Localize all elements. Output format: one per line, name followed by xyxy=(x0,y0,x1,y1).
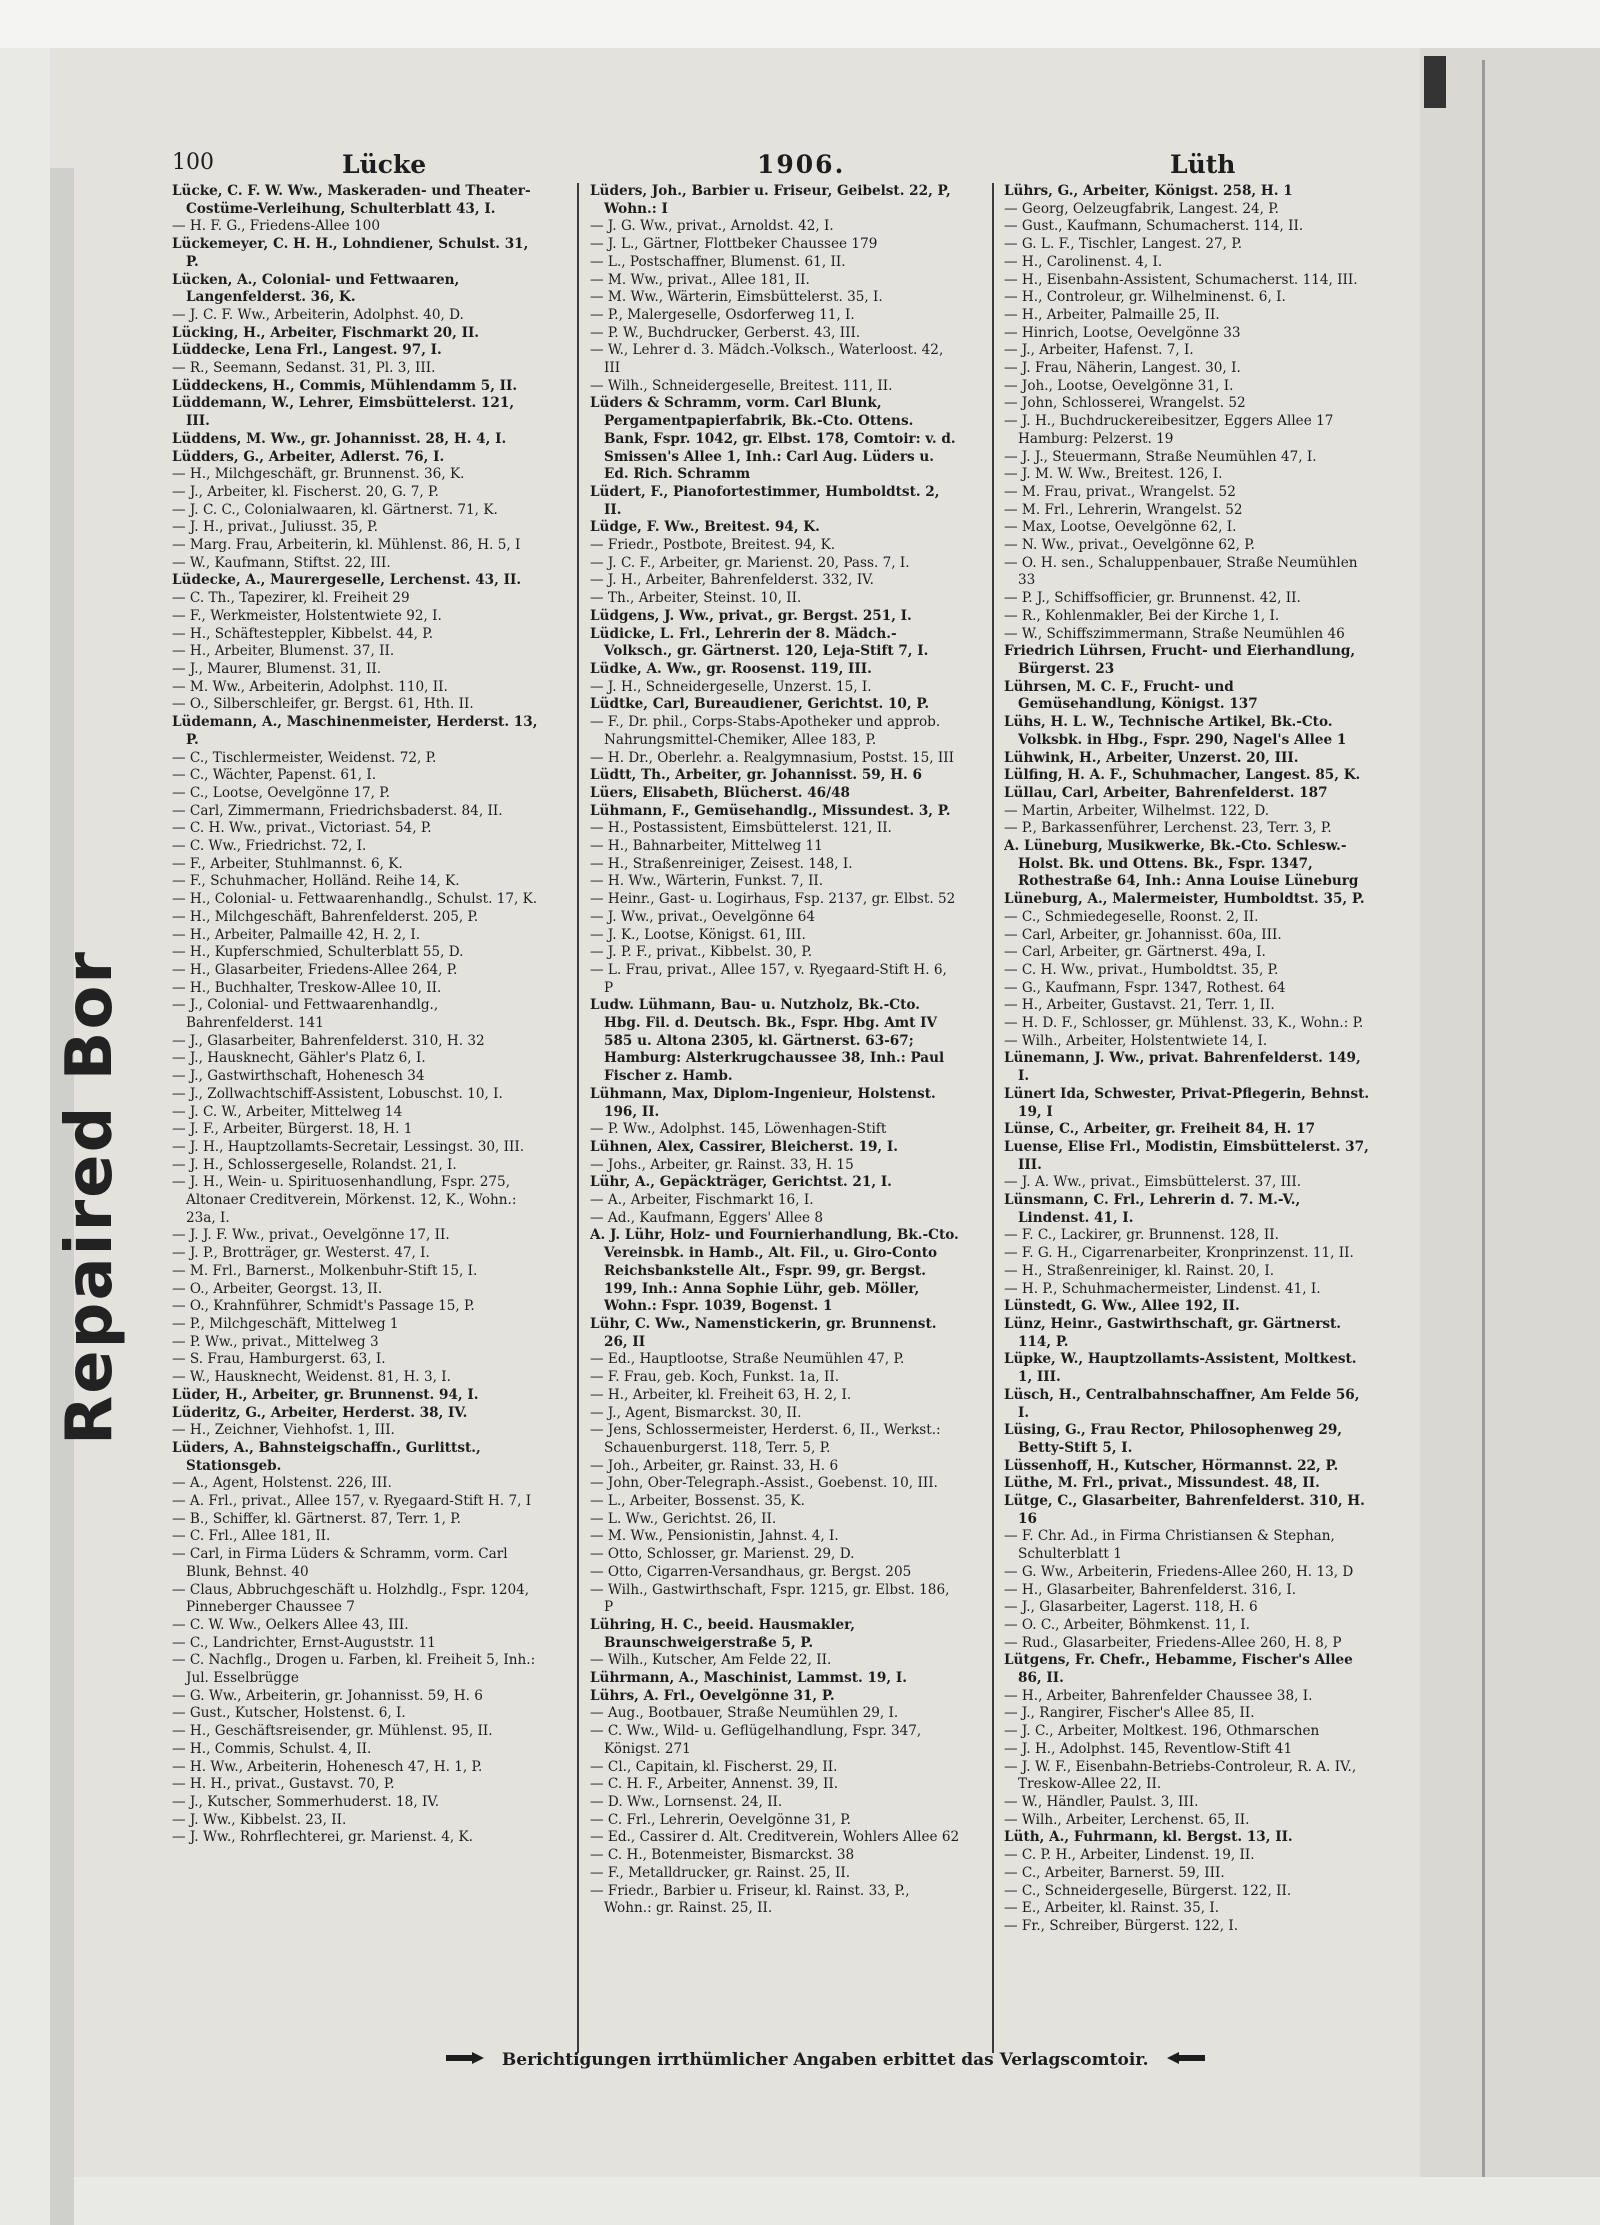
directory-entry: Lühring, H. C., beeid. Hausmakler, Braunschweigerstraße 5, P. xyxy=(590,1616,856,1651)
directory-entry: — C. Ww., Wild- u. Geflügelhandlung, Fspr. 347, Königst. 271 xyxy=(590,1723,922,1757)
directory-entry: — O. H. sen., Schaluppenbauer, Straße Neumühlen 33 xyxy=(1004,554,1358,589)
directory-entry: — Ed., Cassirer d. Alt. Creditverein, Wohlers Allee 62 xyxy=(590,1829,960,1846)
page-footer xyxy=(436,2050,1236,2080)
directory-entry: — M. Ww., privat., Allee 181, II. xyxy=(590,271,810,288)
directory-entry: — Otto, Cigarren-Versandhaus, gr. Bergst. 205 xyxy=(590,1563,912,1580)
directory-entry: Lüdtt, Th., Arbeiter, gr. Johannisst. 59, H. 6 xyxy=(590,767,922,784)
directory-entry: Lüdke, A. Ww., gr. Roosenst. 119, III. xyxy=(590,660,872,677)
directory-entry: — Friedr., Postbote, Breitest. 94, K. xyxy=(590,537,836,554)
directory-entry: — H., Colonial- u. Fettwaarenhandlg., Schulst. 17, K. xyxy=(172,891,538,908)
directory-entry: Lüdgens, J. Ww., privat., gr. Bergst. 251, I. xyxy=(590,607,912,624)
directory-entry: — Joh., Arbeiter, gr. Rainst. 33, H. 6 xyxy=(590,1457,839,1474)
directory-entry: Lünz, Heinr., Gastwirthschaft, gr. Gärtnerst. 114, P. xyxy=(1004,1316,1342,1350)
directory-entry: — H. Ww., Arbeiterin, Hohenesch 47, H. 1, P. xyxy=(172,1758,483,1775)
directory-entry: — F., Metalldrucker, gr. Rainst. 25, II. xyxy=(590,1864,851,1881)
directory-entry: — H., Arbeiter, Palmaille 25, II. xyxy=(1004,306,1220,323)
directory-entry: — C. Ww., Friedrichst. 72, I. xyxy=(172,838,367,855)
directory-entry: — H., Arbeiter, Gustavst. 21, Terr. 1, II. xyxy=(1004,997,1275,1014)
directory-entry: — C. H. F., Arbeiter, Annenst. 39, II. xyxy=(590,1776,839,1793)
directory-entry: — H., Arbeiter, Bahrenfelder Chaussee 38, I. xyxy=(1004,1687,1313,1704)
directory-entry: — H., Kupferschmied, Schulterblatt 55, D. xyxy=(172,944,464,961)
pointing-hand-icon xyxy=(1163,2050,1207,2071)
directory-entry: — J., Zollwachtschiff-Assistent, Lobuschst. 10, I. xyxy=(172,1085,503,1102)
directory-entry: — J., Maurer, Blumenst. 31, II. xyxy=(172,660,382,677)
directory-entry: — J. C. F., Arbeiter, gr. Marienst. 20, Pass. 7, I. xyxy=(590,554,910,571)
directory-entry: Lührs, G., Arbeiter, Königst. 258, H. 1 xyxy=(1004,183,1293,199)
directory-entry: — Georg, Oelzeugfabrik, Langest. 24, P. xyxy=(1004,200,1279,217)
directory-entry: — C. Frl., Lehrerin, Oevelgönne 31, P. xyxy=(590,1811,852,1828)
directory-entry: — Claus, Abbruchgeschäft u. Holzhdlg., Fspr. 1204, Pinneberger Chaussee 7 xyxy=(172,1581,530,1616)
directory-entry: — F. Frau, geb. Koch, Funkst. 1a, II. xyxy=(590,1369,840,1386)
directory-entry: — H. Ww., Wärterin, Funkst. 7, II. xyxy=(590,873,824,890)
directory-entry: — H., Glasarbeiter, Bahrenfelderst. 316, I. xyxy=(1004,1581,1297,1598)
directory-entry: — J. C. F. Ww., Arbeiterin, Adolphst. 40, D. xyxy=(172,306,464,323)
directory-entry: — M. Frl., Barnerst., Molkenbuhr-Stift 15, I. xyxy=(172,1262,478,1279)
directory-entry: — Gust., Kaufmann, Schumacherst. 114, II. xyxy=(1004,218,1304,235)
directory-entry: — H., Schäftesteppler, Kibbelst. 44, P. xyxy=(172,625,434,642)
directory-entry: — Wilh., Arbeiter, Lerchenst. 65, II. xyxy=(1004,1811,1250,1828)
directory-entry: — F., Werkmeister, Holstentwiete 92, I. xyxy=(172,607,442,624)
directory-entry: Luense, Elise Frl., Modistin, Eimsbüttelerst. 37, III. xyxy=(1004,1138,1369,1173)
directory-entry: — Ad., Kaufmann, Eggers' Allee 8 xyxy=(590,1209,824,1226)
directory-entry: Lüdemann, A., Maschinenmeister, Herderst. 13, P. xyxy=(172,714,538,748)
directory-entry: — H., Geschäftsreisender, gr. Mühlenst. 95, II. xyxy=(172,1723,493,1740)
page-header xyxy=(172,150,1236,182)
directory-entry: — H., Straßenreiniger, Zeisest. 148, I. xyxy=(590,855,853,872)
directory-entry: — Johs., Arbeiter, gr. Rainst. 33, H. 15 xyxy=(590,1156,854,1173)
directory-entry: — M. Frl., Lehrerin, Wrangelst. 52 xyxy=(1004,501,1243,518)
directory-entry: — J. W. F., Eisenbahn-Betriebs-Controleur, R. A. IV., Treskow-Allee 22, II. xyxy=(1004,1758,1357,1793)
directory-entry: — L., Arbeiter, Bossenst. 35, K. xyxy=(590,1493,805,1510)
directory-entry: — J. Frau, Näherin, Langest. 30, I. xyxy=(1004,360,1241,377)
directory-entry: — J. H., Wein- u. Spirituosenhandlung, Fspr. 275, Altonaer Creditverein, Mörkenst. 12, K., Wohn.: 23a, I. xyxy=(172,1174,517,1226)
directory-entry: Lühmann, Max, Diplom-Ingenieur, Holstenst. 196, II. xyxy=(590,1085,936,1120)
directory-entry: Lüddemann, W., Lehrer, Eimsbüttelerst. 121, III. xyxy=(172,395,515,430)
directory-entry: — C., Landrichter, Ernst-Auguststr. 11 xyxy=(172,1634,436,1651)
directory-entry: — P. Ww., Adolphst. 145, Löwenhagen-Stift xyxy=(590,1121,887,1138)
directory-entry: — Cl., Capitain, kl. Fischerst. 29, II. xyxy=(590,1758,838,1775)
directory-entry: — C. H. Ww., privat., Victoriast. 54, P. xyxy=(172,820,432,837)
directory-entry: — F., Dr. phil., Corps-Stabs-Apotheker und approb. Nahrungsmittel-Chemiker, Allee 183, P. xyxy=(590,714,941,748)
directory-entry: — G. L. F., Tischler, Langest. 27, P. xyxy=(1004,236,1243,253)
directory-entry: — F. C., Lackirer, gr. Brunnenst. 128, II. xyxy=(1004,1227,1279,1244)
directory-entry: — O. C., Arbeiter, Böhmkenst. 11, I. xyxy=(1004,1616,1250,1633)
directory-entry: — R., Kohlenmakler, Bei der Kirche 1, I. xyxy=(1004,607,1280,624)
adjacent-page-edge xyxy=(1420,48,1600,2177)
directory-entry: Lülfing, H. A. F., Schuhmacher, Langest. 85, K. xyxy=(1004,767,1361,784)
footer-notice: Berichtigungen irrthümlicher Angaben erbittet das Verlagscomtoir. xyxy=(501,2050,1149,2070)
directory-entry: — N. Ww., privat., Oevelgönne 62, P. xyxy=(1004,537,1255,554)
directory-entry: — C. W. Ww., Oelkers Allee 43, III. xyxy=(172,1616,409,1633)
directory-entry: — O., Krahnführer, Schmidt's Passage 15, P. xyxy=(172,1298,475,1315)
directory-entry: — Jens, Schlossermeister, Herderst. 6, II., Werkst.: Schauenburgerst. 118, Terr. 5, P. xyxy=(590,1422,941,1456)
page-fold-line xyxy=(1482,60,1485,2177)
directory-entry: — H. Dr., Oberlehr. a. Realgymnasium, Postst. 15, III xyxy=(590,749,955,766)
directory-entry: Lüdtke, Carl, Bureaudiener, Gerichtst. 10, P. xyxy=(590,696,930,713)
directory-entry: — W., Kaufmann, Stiftst. 22, III. xyxy=(172,554,391,571)
directory-entry: Lüpke, W., Hauptzollamts-Assistent, Moltkest. 1, III. xyxy=(1004,1351,1357,1386)
directory-entry: — Hinrich, Lootse, Oevelgönne 33 xyxy=(1004,324,1241,341)
directory-entry: Lüdders, G., Arbeiter, Adlerst. 76, I. xyxy=(172,448,445,465)
directory-entry: Friedrich Lührsen, Frucht- und Eierhandlung, Bürgerst. 23 xyxy=(1004,643,1356,677)
directory-entry: — L. Frau, privat., Allee 157, v. Ryegaard-Stift H. 6, P xyxy=(590,961,947,996)
directory-entry: — H. D. F., Schlosser, gr. Mühlenst. 33, K., Wohn.: P. xyxy=(1004,1015,1364,1032)
directory-entry: Lüddens, M. Ww., gr. Johannisst. 28, H. 4, I. xyxy=(172,430,507,447)
directory-entry: Lührsen, M. C. F., Frucht- und Gemüsehandlung, Königst. 137 xyxy=(1004,678,1258,713)
directory-entry: — Wilh., Kutscher, Am Felde 22, II. xyxy=(590,1652,832,1669)
column-1 xyxy=(172,183,542,2053)
directory-entry: Lüsch, H., Centralbahnschaffner, Am Felde 56, I. xyxy=(1004,1386,1360,1421)
directory-entry: — Fr., Schreiber, Bürgerst. 122, I. xyxy=(1004,1917,1239,1934)
column-2 xyxy=(590,183,960,2053)
directory-entry: Lühs, H. L. W., Technische Artikel, Bk.-Cto. Volksbk. in Hbg., Fspr. 290, Nagel's Allee 1 xyxy=(1004,714,1347,748)
directory-entry: A. Lüneburg, Musikwerke, Bk.-Cto. Schlesw.-Holst. Bk. und Ottens. Bk., Fspr. 1347, Rothestraße 64, Inh.: Anna Louise Lüneburg xyxy=(1004,838,1359,890)
directory-entry: Lüneburg, A., Malermeister, Humboldtst. 35, P. xyxy=(1004,891,1365,908)
directory-entry: — W., Händler, Paulst. 3, III. xyxy=(1004,1793,1199,1810)
directory-entry: — G. Ww., Arbeiterin, gr. Johannisst. 59, H. 6 xyxy=(172,1687,483,1704)
directory-entry: — J. H., Arbeiter, Bahrenfelderst. 332, IV. xyxy=(590,572,874,589)
directory-entry: Lüdicke, L. Frl., Lehrerin der 8. Mädch.-Volksch., gr. Gärtnerst. 120, Leja-Stift 7, I. xyxy=(590,625,929,660)
directory-entry: — F. G. H., Cigarrenarbeiter, Kronprinzenst. 11, II. xyxy=(1004,1245,1354,1262)
directory-entry: — J. H., Buchdruckereibesitzer, Eggers Allee 17 Hamburg: Pelzerst. 19 xyxy=(1004,413,1334,447)
directory-entry: — J. H., Hauptzollamts-Secretair, Lessingst. 30, III. xyxy=(172,1138,525,1155)
directory-entry: — John, Ober-Telegraph.-Assist., Goebenst. 10, III. xyxy=(590,1475,938,1492)
directory-entry: — C., Arbeiter, Barnerst. 59, III. xyxy=(1004,1864,1225,1881)
directory-entry: Lüsing, G., Frau Rector, Philosophenweg 29, Betty-Stift 5, I. xyxy=(1004,1422,1343,1456)
running-head-left: Lücke xyxy=(342,150,427,179)
directory-entry: — A., Agent, Holstenst. 226, III. xyxy=(172,1475,392,1492)
directory-entry: Lütgens, Fr. Chefr., Hebamme, Fischer's Allee 86, II. xyxy=(1004,1652,1353,1687)
directory-entry: Lüssenhoff, H., Kutscher, Hörmannst. 22, P. xyxy=(1004,1457,1339,1474)
directory-entry: — G. Ww., Arbeiterin, Friedens-Allee 260, H. 13, D xyxy=(1004,1563,1354,1580)
directory-entry: Lückemeyer, C. H. H., Lohndiener, Schulst. 31, P. xyxy=(172,236,529,270)
directory-entry: — Friedr., Barbier u. Friseur, kl. Rainst. 33, P., Wohn.: gr. Rainst. 25, II. xyxy=(590,1882,910,1917)
directory-entry: Lüdge, F. Ww., Breitest. 94, K. xyxy=(590,519,820,536)
directory-entry: — P., Barkassenführer, Lerchenst. 23, Terr. 3, P. xyxy=(1004,820,1332,837)
directory-entry: — Heinr., Gast- u. Logirhaus, Fsp. 2137, gr. Elbst. 52 xyxy=(590,891,956,908)
directory-entry: — H., Arbeiter, Blumenst. 37, II. xyxy=(172,643,395,660)
directory-entry: — H. H., privat., Gustavst. 70, P. xyxy=(172,1776,395,1793)
directory-entry: Lüdert, F., Pianofortestimmer, Humboldtst. 2, II. xyxy=(590,483,940,518)
directory-entry: — H., Arbeiter, kl. Freiheit 63, H. 2, I. xyxy=(590,1386,852,1403)
directory-entry: — J., Arbeiter, Hafenst. 7, I. xyxy=(1004,342,1194,359)
directory-entry: — Gust., Kutscher, Holstenst. 6, I. xyxy=(172,1705,406,1722)
directory-entry: — J., Colonial- und Fettwaarenhandlg., Bahrenfelderst. 141 xyxy=(172,997,439,1032)
directory-entry: Lünert Ida, Schwester, Privat-Pflegerin, Behnst. 19, I xyxy=(1004,1085,1370,1120)
directory-entry: — C. Nachflg., Drogen u. Farben, kl. Freiheit 5, Inh.: Jul. Esselbrügge xyxy=(172,1652,536,1687)
directory-entry: — C., Schneidergeselle, Bürgerst. 122, II. xyxy=(1004,1882,1292,1899)
directory-entry: — Carl, Zimmermann, Friedrichsbaderst. 84, II. xyxy=(172,802,503,819)
directory-entry: — H. F. G., Friedens-Allee 100 xyxy=(172,218,380,235)
directory-entry: — H., Zeichner, Viehhofst. 1, III. xyxy=(172,1422,395,1439)
directory-entry: — C. P. H., Arbeiter, Lindenst. 19, II. xyxy=(1004,1847,1255,1864)
directory-entry: — C., Tischlermeister, Weidenst. 72, P. xyxy=(172,749,437,766)
directory-entry: — H., Milchgeschäft, gr. Brunnenst. 36, K. xyxy=(172,466,465,483)
directory-entry: Lüder, H., Arbeiter, gr. Brunnenst. 94, I. xyxy=(172,1386,479,1403)
directory-entry: Lünstedt, G. Ww., Allee 192, II. xyxy=(1004,1298,1240,1315)
directory-entry: — C., Lootse, Oevelgönne 17, P. xyxy=(172,784,390,801)
directory-entry: — C. Th., Tapezirer, kl. Freiheit 29 xyxy=(172,590,410,607)
directory-entry: — Wilh., Arbeiter, Holstentwiete 14, I. xyxy=(1004,1032,1268,1049)
directory-entry: — H., Carolinenst. 4, I. xyxy=(1004,253,1163,270)
corner-mark xyxy=(1424,56,1446,108)
directory-entry: — J. K., Lootse, Königst. 61, III. xyxy=(590,926,806,943)
directory-entry: — F., Schuhmacher, Holländ. Reihe 14, K. xyxy=(172,873,460,890)
directory-entry: — F. Chr. Ad., in Firma Christiansen & Stephan, Schulterblatt 1 xyxy=(1004,1528,1335,1563)
directory-entry: — P. J., Schiffsofficier, gr. Brunnenst. 42, II. xyxy=(1004,590,1301,607)
directory-entry: — C. H., Botenmeister, Bismarckst. 38 xyxy=(590,1847,855,1864)
directory-entry: — L. Ww., Gerichtst. 26, II. xyxy=(590,1510,777,1527)
directory-entry: — H., Arbeiter, Palmaille 42, H. 2, I. xyxy=(172,926,421,943)
directory-entry: Lücke, C. F. W. Ww., Maskeraden- und Theater-Costüme-Verleihung, Schulterblatt 43, I. xyxy=(172,183,531,217)
directory-entry: — Aug., Bootbauer, Straße Neumühlen 29, I. xyxy=(590,1705,899,1722)
directory-entry: — Martin, Arbeiter, Wilhelmst. 122, D. xyxy=(1004,802,1270,819)
directory-entry: — J. J. F. Ww., privat., Oevelgönne 17, II. xyxy=(172,1227,450,1244)
page-number: 100 xyxy=(172,150,214,175)
directory-entry: — J., Rangirer, Fischer's Allee 85, II. xyxy=(1004,1705,1255,1722)
directory-entry: — H., Buchhalter, Treskow-Allee 10, II. xyxy=(172,979,442,996)
directory-entry: — A. Frl., privat., Allee 157, v. Ryegaard-Stift H. 7, I xyxy=(172,1493,532,1510)
directory-entry: Ludw. Lühmann, Bau- u. Nutzholz, Bk.-Cto. Hbg. Fil. d. Deutsch. Bk., Fspr. Hbg. Amt IV 585 u. Altona 2305, kl. Gärtnerst. 63-67; Hamburg: Alsterkrugchaussee 38, Inh.: Paul Fischer z. Hamb. xyxy=(590,997,945,1085)
directory-entry: — C., Wächter, Papenst. 61, I. xyxy=(172,767,377,784)
directory-entry: Lührs, A. Frl., Oevelgönne 31, P. xyxy=(590,1687,835,1704)
directory-entry: Lünse, C., Arbeiter, gr. Freiheit 84, H. 17 xyxy=(1004,1121,1316,1138)
directory-entry: — J., Kutscher, Sommerhuderst. 18, IV. xyxy=(172,1793,440,1810)
directory-entry: — M. Frau, privat., Wrangelst. 52 xyxy=(1004,483,1236,500)
directory-entry: — W., Schiffszimmermann, Straße Neumühlen 46 xyxy=(1004,625,1345,642)
directory-entry: — Otto, Schlosser, gr. Marienst. 29, D. xyxy=(590,1546,855,1563)
directory-entry: — H., Eisenbahn-Assistent, Schumacherst. 114, III. xyxy=(1004,271,1358,288)
directory-entry: — H., Milchgeschäft, Bahrenfelderst. 205, P. xyxy=(172,908,479,925)
directory-entry: — J. C. W., Arbeiter, Mittelweg 14 xyxy=(172,1103,403,1120)
column-3 xyxy=(1004,183,1374,2053)
directory-entry: Lüthe, M. Frl., privat., Missundest. 48, II. xyxy=(1004,1475,1320,1492)
directory-entry: — Marg. Frau, Arbeiterin, kl. Mühlenst. 86, H. 5, I xyxy=(172,537,521,554)
directory-entry: — J., Agent, Bismarckst. 30, II. xyxy=(590,1404,802,1421)
directory-entry: — J., Hausknecht, Gähler's Platz 6, I. xyxy=(172,1050,426,1067)
directory-entry: Lüdecke, A., Maurergeselle, Lerchenst. 43, II. xyxy=(172,572,522,589)
directory-entry: Lütge, C., Glasarbeiter, Bahrenfelderst. 310, H. 16 xyxy=(1004,1493,1365,1527)
directory-entry: — H., Straßenreiniger, kl. Rainst. 20, I. xyxy=(1004,1262,1275,1279)
directory-entry: — M. Ww., Pensionistin, Jahnst. 4, I. xyxy=(590,1528,839,1545)
directory-entry: — B., Schiffer, kl. Gärtnerst. 87, Terr. 1, P. xyxy=(172,1510,461,1527)
directory-entry: — J. P., Brotträger, gr. Westerst. 47, I. xyxy=(172,1245,430,1262)
directory-entry: A. J. Lühr, Holz- und Fournierhandlung, Bk.-Cto. Vereinsbk. in Hamb., Alt. Fil., u. Giro-Conto Reichsbankstelle Alt., Fspr. 99, gr. Bergst. 199, Inh.: Anna Sophie Lühr, geb. Möller, Wohn.: Fspr. 1039, Bogenst. 1 xyxy=(590,1227,959,1315)
directory-entry: — L., Postschaffner, Blumenst. 61, II. xyxy=(590,253,846,270)
scan-background-top xyxy=(0,0,1600,48)
directory-entry: Lüddeckens, H., Commis, Mühlendamm 5, II. xyxy=(172,377,518,394)
directory-entry: — Carl, in Firma Lüders & Schramm, vorm. Carl Blunk, Behnst. 40 xyxy=(172,1546,508,1580)
column-rule xyxy=(992,183,994,2053)
spine-label: Repaired Bor xyxy=(53,950,127,1445)
directory-entry: — J. A. Ww., privat., Eimsbüttelerst. 37, III. xyxy=(1004,1174,1302,1191)
directory-entry: — D. Ww., Lornsenst. 24, II. xyxy=(590,1793,783,1810)
directory-entry: — J. M. W. Ww., Breitest. 126, I. xyxy=(1004,466,1223,483)
directory-entry: — H., Glasarbeiter, Friedens-Allee 264, P. xyxy=(172,961,458,978)
directory-entry: — J. Ww., privat., Oevelgönne 64 xyxy=(590,908,815,925)
directory-entry: — J. C. C., Colonialwaaren, kl. Gärtnerst. 71, K. xyxy=(172,501,498,518)
directory-entry: — H. P., Schuhmachermeister, Lindenst. 41, I. xyxy=(1004,1280,1321,1297)
directory-entry: Lünsmann, C. Frl., Lehrerin d. 7. M.-V., Lindenst. 41, I. xyxy=(1004,1192,1301,1226)
directory-entry: — O., Arbeiter, Georgst. 13, II. xyxy=(172,1280,383,1297)
directory-entry: — J., Arbeiter, kl. Fischerst. 20, G. 7, P. xyxy=(172,483,439,500)
directory-entry: — O., Silberschleifer, gr. Bergst. 61, Hth. II. xyxy=(172,696,474,713)
directory-entry: — M. Ww., Wärterin, Eimsbüttelerst. 35, I. xyxy=(590,289,883,306)
directory-entry: — P. Ww., privat., Mittelweg 3 xyxy=(172,1333,379,1350)
directory-entry: Lühr, A., Gepäckträger, Gerichtst. 21, I. xyxy=(590,1174,892,1191)
directory-entry: — J. H., Schneidergeselle, Unzerst. 15, I. xyxy=(590,678,872,695)
directory-entry: — Carl, Arbeiter, gr. Gärtnerst. 49a, I. xyxy=(1004,944,1266,961)
directory-entry: — P., Milchgeschäft, Mittelweg 1 xyxy=(172,1316,399,1332)
directory-entry: — Wilh., Schneidergeselle, Breitest. 111, II. xyxy=(590,377,893,394)
directory-entry: — H., Commis, Schulst. 4, II. xyxy=(172,1740,372,1757)
directory-entry: — J. L., Gärtner, Flottbeker Chaussee 179 xyxy=(590,236,878,253)
directory-entry: — J., Glasarbeiter, Bahrenfelderst. 310, H. 32 xyxy=(172,1032,485,1049)
directory-entry: — J., Gastwirthschaft, Hohenesch 34 xyxy=(172,1068,425,1085)
directory-entry: — H., Postassistent, Eimsbüttelerst. 121, II. xyxy=(590,820,892,837)
directory-columns xyxy=(172,183,1370,2053)
directory-entry: — C. H. Ww., privat., Humboldtst. 35, P. xyxy=(1004,961,1279,978)
directory-entry: — J. Ww., Kibbelst. 23, II. xyxy=(172,1811,347,1828)
directory-entry: — J. J., Steuermann, Straße Neumühlen 47, I. xyxy=(1004,448,1317,465)
pointing-hand-icon xyxy=(444,2050,488,2071)
directory-entry: — E., Arbeiter, kl. Rainst. 35, I. xyxy=(1004,1900,1220,1917)
directory-entry: — C. Frl., Allee 181, II. xyxy=(172,1528,331,1545)
directory-entry: Lüders & Schramm, vorm. Carl Blunk, Pergamentpapierfabrik, Bk.-Cto. Ottens. Bank, Fspr. 1042, gr. Elbst. 178, Comtoir: v. d. Smissen's Allee 1, Inh.: Carl Aug. Lüders u. Ed. Rich. Schramm xyxy=(590,395,956,483)
directory-entry: Lühwink, H., Arbeiter, Unzerst. 20, III. xyxy=(1004,749,1299,766)
directory-entry: — J., Glasarbeiter, Lagerst. 118, H. 6 xyxy=(1004,1599,1258,1616)
directory-entry: — Wilh., Gastwirthschaft, Fspr. 1215, gr. Elbst. 186, P xyxy=(590,1581,950,1616)
directory-entry: — J. Ww., Rohrflechterei, gr. Marienst. 4, K. xyxy=(172,1829,473,1846)
directory-entry: — A., Arbeiter, Fischmarkt 16, I. xyxy=(590,1192,814,1209)
directory-entry: — Max, Lootse, Oevelgönne 62, I. xyxy=(1004,519,1237,536)
directory-entry: — J. F., Arbeiter, Bürgerst. 18, H. 1 xyxy=(172,1121,413,1138)
directory-entry: — Carl, Arbeiter, gr. Johannisst. 60a, III. xyxy=(1004,926,1282,943)
directory-entry: Lücken, A., Colonial- und Fettwaaren, Langenfelderst. 36, K. xyxy=(172,271,460,306)
directory-entry: — C., Schmiedegeselle, Roonst. 2, II. xyxy=(1004,908,1259,925)
directory-entry: Lüers, Elisabeth, Blücherst. 46/48 xyxy=(590,784,851,801)
directory-entry: — G., Kaufmann, Fspr. 1347, Rothest. 64 xyxy=(1004,979,1286,996)
directory-entry: Lüderitz, G., Arbeiter, Herderst. 38, IV. xyxy=(172,1404,468,1421)
directory-entry: — P., Malergeselle, Osdorferweg 11, I. xyxy=(590,306,855,323)
directory-entry: — J. H., Adolphst. 145, Reventlow-Stift 41 xyxy=(1004,1740,1293,1757)
directory-entry: Lüders, Joh., Barbier u. Friseur, Geibelst. 22, P, Wohn.: I xyxy=(590,183,951,217)
directory-entry: — W., Lehrer d. 3. Mädch.-Volksch., Waterloost. 42, III xyxy=(590,342,944,377)
directory-entry: — Ed., Hauptlootse, Straße Neumühlen 47, P. xyxy=(590,1351,905,1368)
directory-entry: — W., Hausknecht, Weidenst. 81, H. 3, I. xyxy=(172,1369,451,1386)
directory-entry: — H., Controleur, gr. Wilhelminenst. 6, I. xyxy=(1004,289,1286,306)
running-head-right: Lüth xyxy=(1170,150,1236,179)
directory-entry: Lüth, A., Fuhrmann, kl. Bergst. 13, II. xyxy=(1004,1829,1293,1846)
directory-entry: — P. W., Buchdrucker, Gerberst. 43, III. xyxy=(590,324,861,341)
directory-entry: Lühmann, F., Gemüsehandlg., Missundest. 3, P. xyxy=(590,802,951,819)
directory-entry: Lührmann, A., Maschinist, Lammst. 19, I. xyxy=(590,1670,907,1687)
directory-entry: — R., Seemann, Sedanst. 31, Pl. 3, III. xyxy=(172,360,436,377)
directory-entry: Lünemann, J. Ww., privat. Bahrenfelderst. 149, I. xyxy=(1004,1050,1361,1085)
directory-entry: — S. Frau, Hamburgerst. 63, I. xyxy=(172,1351,386,1368)
directory-entry: — Rud., Glasarbeiter, Friedens-Allee 260, H. 8, P xyxy=(1004,1634,1342,1651)
directory-entry: — J. G. Ww., privat., Arnoldst. 42, I. xyxy=(590,218,834,235)
directory-entry: Lühr, C. Ww., Namenstickerin, gr. Brunnenst. 26, II xyxy=(590,1316,937,1350)
directory-entry: Lüllau, Carl, Arbeiter, Bahrenfelderst. 187 xyxy=(1004,784,1328,801)
directory-entry: — J. H., Schlossergeselle, Rolandst. 21, I. xyxy=(172,1156,457,1173)
directory-entry: — J. P. F., privat., Kibbelst. 30, P. xyxy=(590,944,813,961)
directory-entry: — Joh., Lootse, Oevelgönne 31, I. xyxy=(1004,377,1234,394)
directory-entry: Lühnen, Alex, Cassirer, Bleicherst. 19, I. xyxy=(590,1138,898,1155)
directory-entry: — Th., Arbeiter, Steinst. 10, II. xyxy=(590,590,802,607)
directory-entry: — J. H., privat., Juliusst. 35, P. xyxy=(172,519,378,536)
directory-entry: Lücking, H., Arbeiter, Fischmarkt 20, II. xyxy=(172,324,480,341)
column-rule xyxy=(577,183,579,2053)
directory-entry: — H., Bahnarbeiter, Mittelweg 11 xyxy=(590,838,823,855)
page-year: 1906. xyxy=(757,150,846,179)
directory-entry: Lüddecke, Lena Frl., Langest. 97, I. xyxy=(172,342,442,359)
directory-entry: — F., Arbeiter, Stuhlmannst. 6, K. xyxy=(172,855,403,872)
directory-entry: — John, Schlosserei, Wrangelst. 52 xyxy=(1004,395,1246,412)
directory-entry: — J. C., Arbeiter, Moltkest. 196, Othmarschen xyxy=(1004,1723,1320,1740)
directory-entry: — M. Ww., Arbeiterin, Adolphst. 110, II. xyxy=(172,678,448,695)
directory-entry: Lüders, A., Bahnsteigschaffn., Gurlittst., Stationsgeb. xyxy=(172,1439,481,1474)
